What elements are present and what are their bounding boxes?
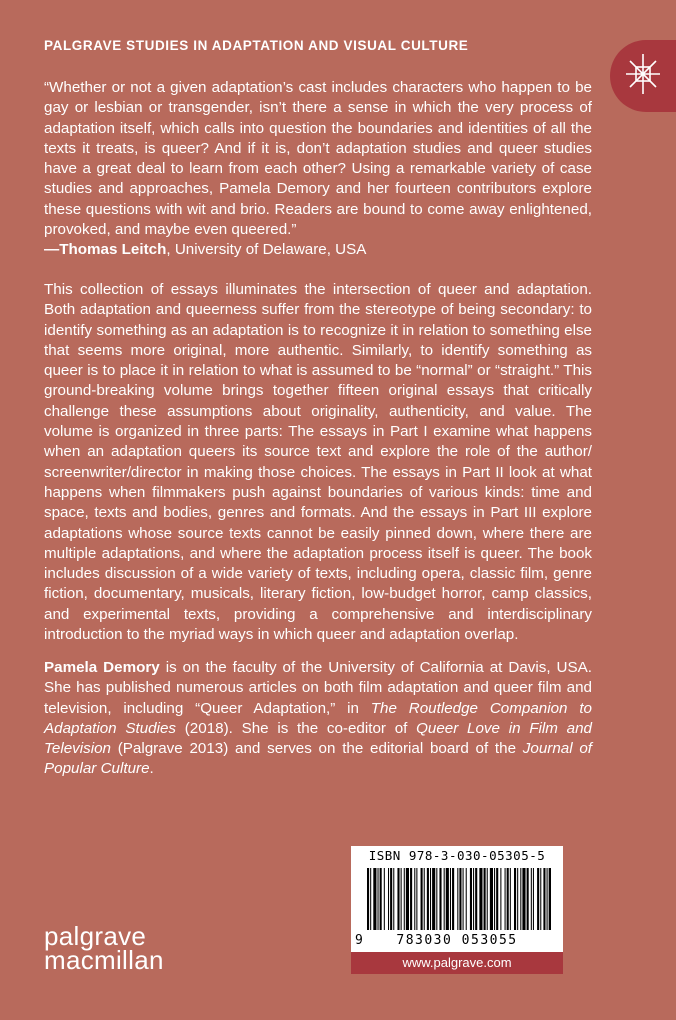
palgrave-star-icon <box>626 52 660 96</box>
palgrave-logo-tab <box>610 40 676 112</box>
bio-text-2: (2018). She is the co-editor of <box>176 719 417 737</box>
quote-attribution <box>44 240 592 260</box>
bio-text-3: (Palgrave 2013) and serves on the editorial board of the <box>110 740 523 758</box>
isbn-label: ISBN 978-3-030-05305-5 <box>368 848 546 863</box>
barcode-bars <box>367 868 551 930</box>
series-title: PALGRAVE STUDIES IN ADAPTATION AND VISUAL CULTURE <box>44 38 469 53</box>
isbn-barcode <box>351 846 563 952</box>
book-description <box>44 280 592 645</box>
quote-text: “Whether or not a given adaptation’s cast includes characters who happen to be gay or lesbian or transgender, isn’t there a sense in which the very process of adaptation itself, which calls into question the boundaries and identities of all the texts it treats, is queer? And if it is, don’t adaptation studies and queer studies have a great deal to learn from each other? Using a remarkable variety of case studies and approaches, Pamela Demory and her fourteen contributors explore these questions with wit and brio. Readers are bound to come away enlightened, provoked, and maybe even queered.” <box>44 79 592 239</box>
bio-book-2: Queer Love in Film and Television <box>44 719 592 758</box>
publisher-line-2: macmillan <box>44 945 164 975</box>
author-bio <box>44 658 592 780</box>
publisher-url: www.palgrave.com <box>351 952 563 974</box>
endorsement-quote <box>44 78 592 261</box>
description-text: This collection of essays illuminates the intersection of queer and adaptation. Both adaptation and queerness suffer from the stereotype of being secondary: to identify something as an adaptation is to recognize it in relation to something else that seems more original, more authentic. Similarly, to identify something as queer is to place it in relation to what is assumed to be “normal” or “straight.” This ground-breaking volume brings together fifteen original essays that critically challenge these assumptions about originality, authenticity, and value. The volume is organized in three parts: The essays in Part I examine what happens when an adaptation queers its source text and explore the role of the author/ screenwriter/director in making those choices. The essays in Part II look at what happens when filmmakers push against boundaries of various kinds: time and space, texts and bodies, genres and formats. And the essays in Part III explore adaptations whose source texts cannot be easily pinned down, where there are multiple adaptations, and where the adaptation process itself is queer. The book includes discussion of a wide variety of texts, including opera, classic film, genre fiction, documentary, musicals, literary fiction, low-budget horror, camp classics, and experimental texts, providing a comprehensive and interdisciplinary introduction to the myriad ways in which queer and adaptation overlap. <box>44 281 592 644</box>
bio-name: Pamela Demory <box>44 659 160 676</box>
bio-text-1: is on the faculty of the University of California at Davis, USA. She has published numerous articles on both film adaptation and queer film and television, including “Queer Adaptation,” in <box>44 659 592 717</box>
bio-book-1: The Routledge Companion to Adaptation Studies <box>44 699 592 737</box>
barcode-digits <box>351 933 563 948</box>
barcode-digit-first: 9 <box>355 933 365 948</box>
bio-text-4: . <box>149 760 154 778</box>
barcode-digits-rest: 783030 053055 <box>396 933 518 948</box>
bio-journal: Journal of Popular Culture <box>44 740 592 778</box>
publisher-line-1: palgrave <box>44 921 147 951</box>
publisher-logo <box>44 921 164 975</box>
quote-author: —Thomas Leitch <box>44 241 167 259</box>
quote-affiliation: , University of Delaware, USA <box>166 241 367 259</box>
